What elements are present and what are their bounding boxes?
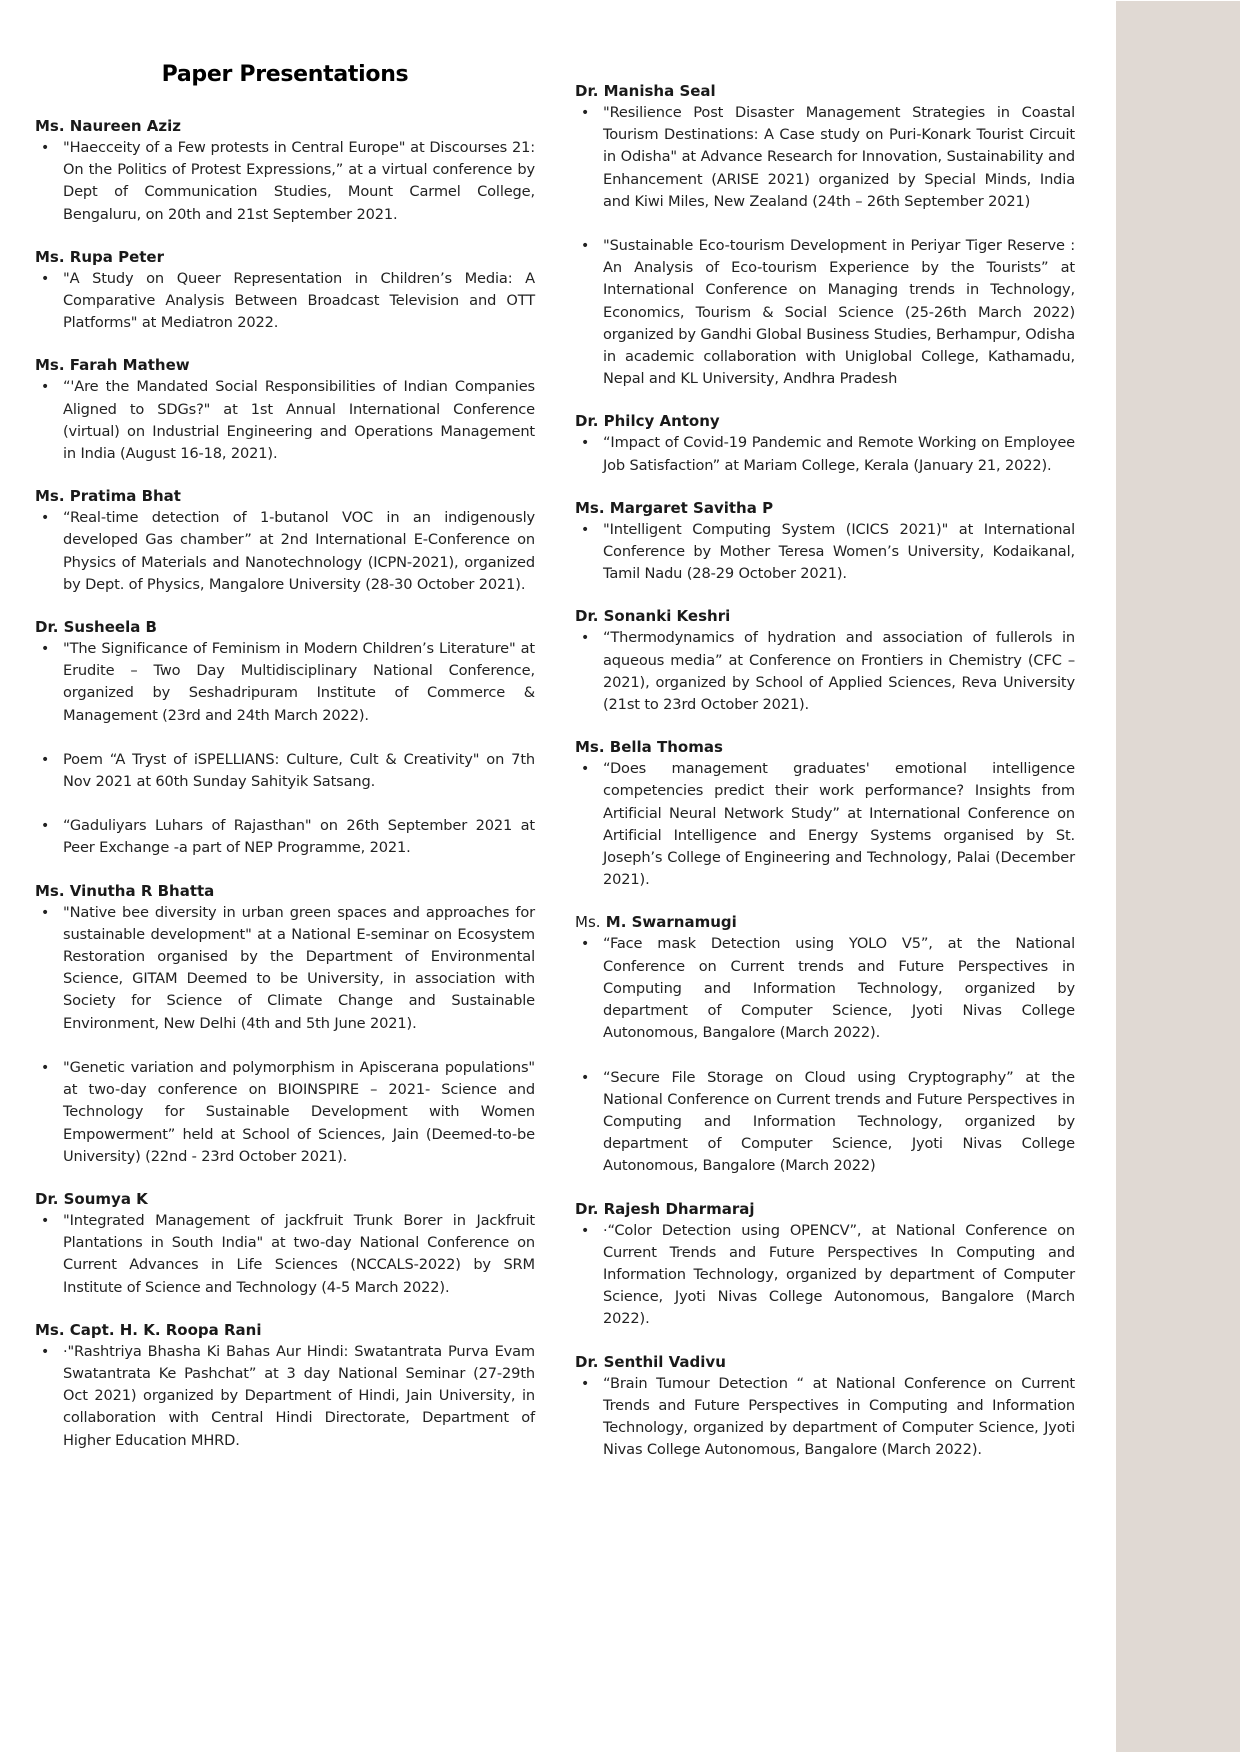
presentation-item: • “Impact of Covid-19 Pandemic and Remote Working on Employee Job Satisfaction” at Mariam College, Kerala (January 21, 2022). xyxy=(581,434,1075,474)
presenter-name xyxy=(575,911,1075,933)
presenter-name: Dr. Rajesh Dharmaraj xyxy=(575,1199,755,1218)
presenter-name-main: M. Swarnamugi xyxy=(605,913,737,932)
presenter-name: Dr. Senthil Vadivu xyxy=(575,1352,726,1371)
presenter-name: Dr. Susheela B xyxy=(35,618,157,637)
bullet-icon: • xyxy=(581,238,590,255)
presenter-entry xyxy=(575,605,1075,716)
presenter-entry xyxy=(35,115,535,226)
bullet-icon: • xyxy=(581,1069,590,1086)
right-column xyxy=(575,80,1075,1481)
presentation-item: • “Secure File Storage on Cloud using Cryptography” at the National Conference on Current trends and Future Perspectives in Computing and Information Technology, organized by department of Computer Science, Jyoti Nivas College Autonomous, Bangalore (March 2022) xyxy=(581,1068,1075,1175)
presenter-entry xyxy=(35,246,535,335)
presenter-entry xyxy=(575,497,1075,586)
presentation-item: • "A Study on Queer Representation in Children’s Media: A Comparative Analysis Between Broadcast Television and OTT Platforms" at Mediatron 2022. xyxy=(41,269,535,332)
presentation-item: • "Intelligent Computing System (ICICS 2021)" at International Conference by Mother Teresa Women’s University, Kodaikanal, Tamil Nadu (28-29 October 2021). xyxy=(581,520,1075,583)
presenter-entry xyxy=(35,354,535,465)
presentation-item: • “Thermodynamics of hydration and association of fullerols in aqueous media” at Conference on Frontiers in Chemistry (CFC – 2021), organized by School of Applied Sciences, Reva University (21st to 23rd October 2021). xyxy=(581,629,1075,714)
bullet-icon: • xyxy=(41,510,50,527)
presenter-name: Dr. Sonanki Keshri xyxy=(575,607,731,626)
presenter-entry xyxy=(35,485,535,596)
bullet-icon: • xyxy=(41,140,50,156)
presenter-name: Ms. Vinutha R Bhatta xyxy=(35,881,215,900)
presentation-item: • "Haecceity of a Few protests in Central Europe" at Discourses 21: On the Politics of Protest Expressions,” at a virtual conference by Dept of Communication Studies, Mount Carmel College, Bengaluru, on 20th and 21st September 2021. xyxy=(41,139,535,223)
bullet-icon: • xyxy=(41,818,50,835)
presentation-item: • “Face mask Detection using YOLO V5”, at the National Conference on Current trends and Future Perspectives in Computing and Information Technology, organized by department of Computer Science, Jyoti Nivas College Autonomous, Bangalore (March 2022). xyxy=(581,935,1075,1042)
presenter-name: Ms. Bella Thomas xyxy=(575,738,723,757)
presenter-name: Ms. Rupa Peter xyxy=(35,247,164,266)
presenter-name: Ms. Margaret Savitha P xyxy=(575,498,774,517)
presentation-item: • “Brain Tumour Detection “ at National Conference on Current Trends and Future Perspectives in Computing and Information Technology, organized by department of Computer Science, Jyoti Nivas College Autonomous, Bangalore (March 2022). xyxy=(581,1374,1075,1459)
presenter-name: Ms. Capt. H. K. Roopa Rani xyxy=(35,1320,262,1339)
bullet-icon: • xyxy=(41,379,50,396)
bullet-icon: • xyxy=(41,1343,50,1360)
presenter-entry xyxy=(575,80,1075,390)
presenter-entry xyxy=(35,1319,535,1452)
presenter-name: Dr. Manisha Seal xyxy=(575,82,716,100)
bullet-icon: • xyxy=(581,630,590,647)
bullet-icon: • xyxy=(581,936,590,953)
bullet-icon: • xyxy=(41,641,50,658)
presentation-item: • "Integrated Management of jackfruit Trunk Borer in Jackfruit Plantations in South India" at two-day National Conference on Current Advances in Life Sciences (NCCALS-2022) by SRM Institute of Science and Technology (4-5 March 2022). xyxy=(41,1211,535,1296)
presentation-item: • "Genetic variation and polymorphism in Apiscerana populations" at two-day conference on BIOINSPIRE – 2021- Science and Technology for Sustainable Development with Women Empowerment” held at School of Sciences, Jain (Deemed-to-be University) (22nd - 23rd October 2021). xyxy=(41,1058,535,1165)
bullet-icon: • xyxy=(41,751,50,768)
presenter-name: Dr. Soumya K xyxy=(35,1189,148,1208)
presentation-item: • "Resilience Post Disaster Management Strategies in Coastal Tourism Destinations: A Case study on Puri-Konark Tourist Circuit in Odisha" at Advance Research for Innovation, Sustainability and Enhancement (ARISE 2021) organized by Special Minds, India and Kiwi Miles, New Zealand (24th – 26th September 2021) xyxy=(581,104,1075,210)
bullet-icon: • xyxy=(41,1059,50,1076)
presenter-entry xyxy=(35,616,535,860)
decorative-sidebar xyxy=(1116,1,1240,1752)
bullet-icon: • xyxy=(41,904,50,921)
presentation-item: • “Does management graduates' emotional intelligence competencies predict their work performance? Insights from Artificial Neural Network Study” at International Conference on Artificial Intelligence and Energy Systems organised by St. Joseph’s College of Engineering and Technology, Palai (December 2021). xyxy=(581,760,1075,889)
presentation-item: • "Native bee diversity in urban green spaces and approaches for sustainable development" at a National E-seminar on Ecosystem Restoration organised by the Department of Environmental Science, GITAM Deemed to be University, in association with Society for Science of Climate Change and Sustainable Environment, New Delhi (4th and 5th June 2021). xyxy=(41,903,535,1032)
presentation-item: • Poem “A Tryst of iSPELLIANS: Culture, Cult & Creativity" on 7th Nov 2021 at 60th Sunday Sahityik Satsang. xyxy=(41,750,535,791)
bullet-icon: • xyxy=(581,761,590,778)
bullet-icon: • xyxy=(581,521,590,538)
presenter-entry xyxy=(575,1351,1075,1462)
bullet-icon: • xyxy=(581,105,590,121)
presenter-name: Ms. Pratima Bhat xyxy=(35,487,181,506)
presenter-name: Ms. Farah Mathew xyxy=(35,356,190,375)
bullet-icon: • xyxy=(41,1212,50,1229)
presenter-name: Ms. Naureen Aziz xyxy=(35,117,181,135)
presentation-item: • ·"Rashtriya Bhasha Ki Bahas Aur Hindi: Swatantrata Purva Evam Swatantrata Ke Pashchat” at 3 day National Seminar (27-29th Oct 2021) organized by Department of Hindi, Jain University, in collaboration with Central Hindi Directorate, Department of Higher Education MHRD. xyxy=(41,1342,535,1449)
presentation-item: • “Gaduliyars Luhars of Rajasthan" on 26th September 2021 at Peer Exchange -a part of NEP Programme, 2021. xyxy=(41,817,535,857)
presenter-entry xyxy=(35,880,535,1168)
presenter-name: Dr. Philcy Antony xyxy=(575,412,720,431)
presentation-item: • ·“Color Detection using OPENCV”, at National Conference on Current Trends and Future Perspectives In Computing and Information Technology, organized by department of Computer Science, Jyoti Nivas College Autonomous, Bangalore (March 2022). xyxy=(581,1221,1075,1328)
presenter-entry xyxy=(35,1188,535,1299)
bullet-icon: • xyxy=(581,435,590,452)
presenter-entry xyxy=(575,911,1075,1177)
bullet-icon: • xyxy=(581,1222,590,1239)
bullet-icon: • xyxy=(581,1375,590,1392)
presenter-entry xyxy=(575,736,1075,891)
presenter-name-prefix: Ms. xyxy=(575,913,601,932)
presentation-item: • “Real-time detection of 1-butanol VOC in an indigenously developed Gas chamber” at 2nd International E-Conference on Physics of Materials and Nanotechnology (ICPN-2021), organized by Dept. of Physics, Mangalore University (28-30 October 2021). xyxy=(41,509,535,593)
presentation-item: • "The Significance of Feminism in Modern Children’s Literature" at Erudite – Two Day Multidisciplinary National Conference, organized by Seshadripuram Institute of Commerce & Management (23rd and 24th March 2022). xyxy=(41,640,535,724)
page-title: Paper Presentations xyxy=(161,62,409,87)
left-column xyxy=(35,115,535,1472)
presentation-item: • "Sustainable Eco-tourism Development in Periyar Tiger Reserve : An Analysis of Eco-tourism Experience by the Tourists” at International Conference on Managing trends in Technology, Economics, Tourism & Social Science (25-26th March 2022) organized by Gandhi Global Business Studies, Berhampur, Odisha in academic collaboration with Uniglobal College, Kathamadu, Nepal and KL University, Andhra Pradesh xyxy=(581,237,1075,388)
bullet-icon: • xyxy=(41,270,50,287)
presenter-entry xyxy=(575,1198,1075,1331)
presenter-entry xyxy=(575,410,1075,476)
presentation-item: • “'Are the Mandated Social Responsibilities of Indian Companies Aligned to SDGs?" at 1st Annual International Conference (virtual) on Industrial Engineering and Operations Management in India (August 16-18, 2021). xyxy=(41,378,535,463)
